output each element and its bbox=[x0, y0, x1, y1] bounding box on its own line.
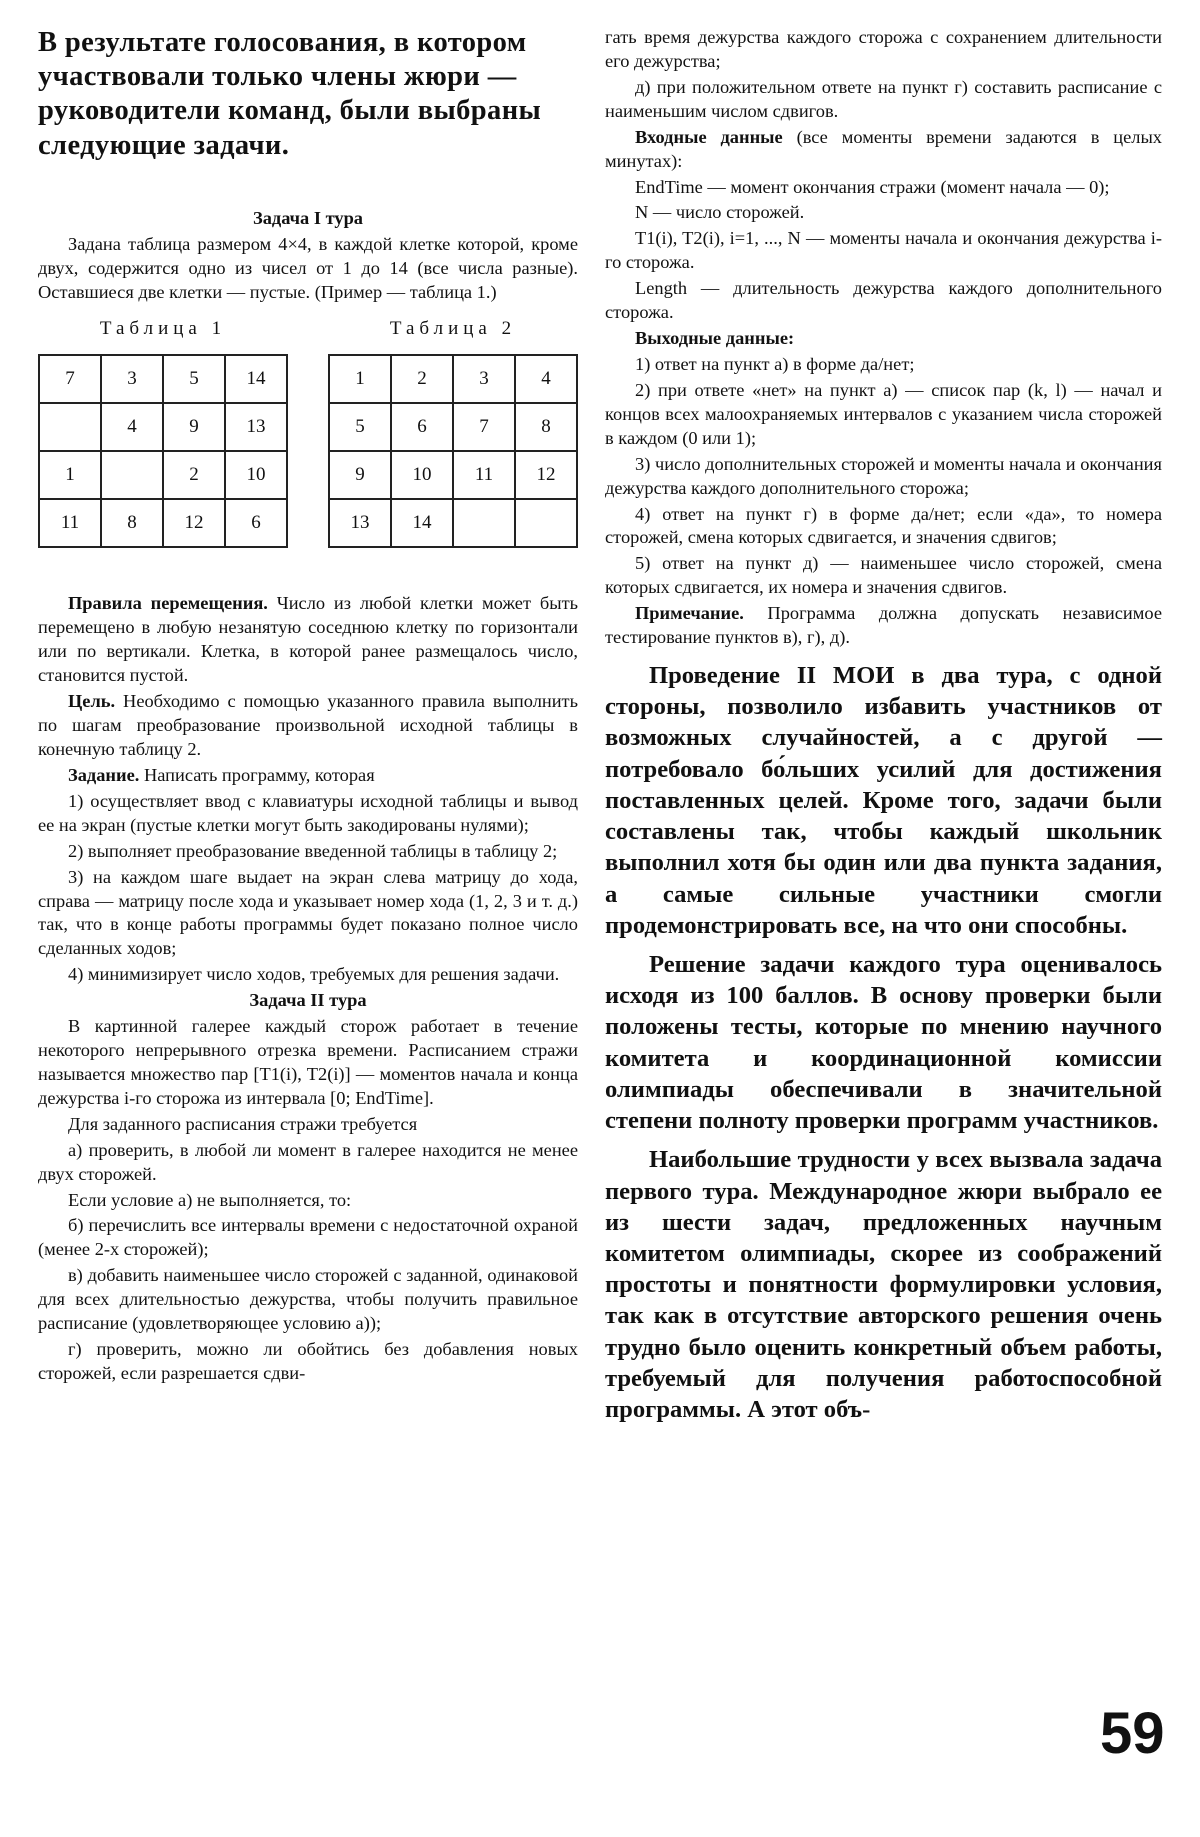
article-paragraph: Решение задачи каждого тура оценивалось исходя из 100 баллов. В основу проверки были положены тесты, которые по мнению научного комитета и координационной комиссии олимпиады обеспечивали в значительной степени полноту проверки программ участников. bbox=[605, 951, 1162, 1135]
assignment-text: Написать программу, которая bbox=[139, 764, 375, 785]
table-cell: 6 bbox=[225, 499, 287, 547]
input-data-paragraph bbox=[605, 126, 1162, 174]
table-cell bbox=[453, 499, 515, 547]
assignment-item: 4) минимизирует число ходов, требуемых для решения задачи. bbox=[68, 964, 560, 985]
article-paragraph: Проведение II МОИ в два тура, с одной стороны, позволило избавить участников от возможных случайностей, а с другой — потребовало бо́льших усилий для достижения поставленных целей. Кроме того, задачи были составлены так, чтобы каждый школьник выполнил хотя бы один или два пункта задания, а самые сильные участники смогли продемонстрировать все, на что они способны. bbox=[605, 662, 1162, 939]
table-cell: 12 bbox=[515, 451, 577, 499]
table-cell: 6 bbox=[391, 403, 453, 451]
table-cell: 1 bbox=[39, 451, 101, 499]
input-item: Length — длительность дежурства каждого дополнительного сторожа. bbox=[605, 278, 1162, 323]
assignment-item: 3) на каждом шаге выдает на экран слева матрицу до хода, справа — матрицу после хода и указывает номер хода (1, 2, 3 и т. д.) так, что в конце работы программы будет показано полное число сделанных ходов; bbox=[38, 866, 578, 959]
note-text: Программа должна допускать независимое тестирование пунктов в), г), д). bbox=[605, 603, 1162, 648]
task2-continuation: гать время дежурства каждого сторожа с сохранением длительности его дежурства; bbox=[605, 27, 1162, 71]
table-row bbox=[39, 499, 287, 547]
article-paragraph: Наибольшие трудности у всех вызвала задача первого тура. Международное жюри выбрало ее из шести задач, предложенных научным комитетом олимпиады, скорее из соображений простоты и понятности формулировки условия, так как в отсутствие авторского решения очень трудно было оценить конкретный объем работы, требуемый для получения работоспособной программы. А этот объ- bbox=[605, 1146, 1162, 1424]
goal-text: Необходимо с помощью указанного правила выполнить по шагам преобразование произвольной исходной таблицы в конечную таблицу 2. bbox=[38, 691, 578, 759]
input-item: T1(i), T2(i), i=1, ..., N — моменты начала и окончания дежурства i-го сторожа. bbox=[605, 228, 1162, 273]
task1-text: Задана таблица размером 4×4, в каждой клетке которой, кроме двух, содержится одно из чисел от 1 до 14 (все числа разные). Оставшиеся две клетки — пустые. (Пример — таблица 1.) bbox=[38, 233, 578, 302]
table-cell: 2 bbox=[163, 451, 225, 499]
output-item: 4) ответ на пункт г) в форме да/нет; если «да», то номера сторожей, смена которых сдвигается, и значения сдвигов; bbox=[605, 503, 1162, 548]
task2-paragraph: Для заданного расписания стражи требуется bbox=[68, 1113, 418, 1134]
input-data-text: (все моменты времени задаются в целых минутах): bbox=[605, 126, 1163, 171]
table-cell: 10 bbox=[225, 451, 287, 499]
table-cell: 5 bbox=[329, 403, 391, 451]
goal-paragraph bbox=[38, 690, 578, 762]
table-cell: 11 bbox=[39, 499, 101, 547]
table-cell: 4 bbox=[515, 355, 577, 403]
table-row bbox=[329, 355, 577, 403]
table-cell bbox=[515, 499, 577, 547]
intro-paragraph: В результате голосования, в котором участвовали только члены жюри — руководители команд, были выбраны следующие задачи. bbox=[38, 27, 542, 161]
output-data-label: Выходные данные: bbox=[635, 328, 795, 349]
tables-row bbox=[38, 318, 578, 548]
output-item: 3) число дополнительных сторожей и моменты начала и окончания дежурства каждого дополнительного сторожа; bbox=[605, 453, 1162, 498]
table2-block bbox=[328, 318, 578, 548]
table-cell: 8 bbox=[101, 499, 163, 547]
table-cell: 1 bbox=[329, 355, 391, 403]
task1-title: Задача I тура bbox=[253, 207, 363, 228]
table-cell: 13 bbox=[329, 499, 391, 547]
table2-caption: Таблица 2 bbox=[389, 318, 517, 340]
input-data-label: Входные данные bbox=[635, 126, 783, 147]
table-cell: 4 bbox=[101, 403, 163, 451]
left-column bbox=[38, 26, 578, 1386]
input-item: N — число сторожей. bbox=[635, 202, 805, 223]
output-item: 1) ответ на пункт а) в форме да/нет; bbox=[635, 353, 915, 374]
assignment-item: 1) осуществляет ввод с клавиатуры исходной таблицы и вывод ее на экран (пустые клетки могут быть закодированы нулями); bbox=[38, 790, 578, 835]
table-cell: 13 bbox=[225, 403, 287, 451]
task2-paragraph: г) проверить, можно ли обойтись без добавления новых сторожей, если разрешается сдви- bbox=[38, 1339, 578, 1384]
assignment-item: 2) выполняет преобразование введенной таблицы в таблицу 2; bbox=[68, 840, 558, 861]
table-cell bbox=[39, 403, 101, 451]
task2-paragraph: а) проверить, в любой ли момент в галерее находится не менее двух сторожей. bbox=[38, 1139, 578, 1184]
task2-paragraph: Если условие а) не выполняется, то: bbox=[68, 1189, 352, 1210]
table-cell: 11 bbox=[453, 451, 515, 499]
table-cell: 10 bbox=[391, 451, 453, 499]
task2-paragraph: в) добавить наименьшее число сторожей с заданной, одинаковой для всех длительностью дежурства, чтобы получить правильное расписание (удовлетворяющее условию а)); bbox=[38, 1265, 578, 1334]
rules-paragraph bbox=[38, 592, 578, 688]
table-cell: 7 bbox=[453, 403, 515, 451]
table-cell: 14 bbox=[391, 499, 453, 547]
table-row bbox=[39, 355, 287, 403]
assignment-label: Задание. bbox=[68, 764, 140, 785]
right-column bbox=[605, 26, 1162, 1425]
table-cell: 12 bbox=[163, 499, 225, 547]
output-item: 2) при ответе «нет» на пункт а) — список пар (k, l) — начал и концов всех малоохраняемых интервалов с указанием числа сторожей в каждом (0 или 1); bbox=[605, 379, 1162, 448]
table2 bbox=[328, 354, 578, 548]
task2-title: Задача II тура bbox=[249, 990, 367, 1011]
table-cell: 5 bbox=[163, 355, 225, 403]
goal-label: Цель. bbox=[68, 691, 116, 712]
table1-caption: Таблица 1 bbox=[99, 318, 227, 340]
task2-item-d: д) при положительном ответе на пункт г) составить расписание с наименьшим числом сдвигов. bbox=[605, 76, 1162, 121]
page-number: 59 bbox=[1100, 1701, 1165, 1766]
rules-text: Число из любой клетки может быть перемещено в любую незанятую соседнюю клетку по горизонтали или по вертикали. Клетка, в которой ранее размещалось число, становится пустой. bbox=[38, 593, 578, 686]
table-row bbox=[329, 403, 577, 451]
table-cell bbox=[101, 451, 163, 499]
note-label: Примечание. bbox=[635, 603, 744, 624]
table-row bbox=[39, 403, 287, 451]
table-cell: 2 bbox=[391, 355, 453, 403]
task2-paragraph: б) перечислить все интервалы времени с недостаточной охраной (менее 2-х сторожей); bbox=[38, 1215, 578, 1260]
input-item: EndTime — момент окончания стражи (момент начала — 0); bbox=[635, 176, 1110, 197]
task2-paragraph: В картинной галерее каждый сторож работает в течение некоторого непрерывного отрезка времени. Расписанием стражи называется множество пар [T1(i), T2(i)] — моментов начала и конца дежурства i-го сторожа из интервала [0; EndTime]. bbox=[38, 1016, 578, 1108]
table-cell: 7 bbox=[39, 355, 101, 403]
table-row bbox=[39, 451, 287, 499]
note-paragraph bbox=[605, 602, 1162, 650]
table-row bbox=[329, 499, 577, 547]
table-cell: 3 bbox=[101, 355, 163, 403]
assignment-paragraph bbox=[38, 764, 578, 788]
table1 bbox=[38, 354, 288, 548]
rules-label: Правила перемещения. bbox=[68, 593, 268, 614]
table-cell: 9 bbox=[163, 403, 225, 451]
table-cell: 8 bbox=[515, 403, 577, 451]
table1-block bbox=[38, 318, 288, 548]
table-cell: 3 bbox=[453, 355, 515, 403]
table-cell: 9 bbox=[329, 451, 391, 499]
table-row bbox=[329, 451, 577, 499]
output-item: 5) ответ на пункт д) — наименьшее число сторожей, смена которых сдвигается, их номера и значения сдвигов. bbox=[605, 553, 1162, 598]
table-cell: 14 bbox=[225, 355, 287, 403]
